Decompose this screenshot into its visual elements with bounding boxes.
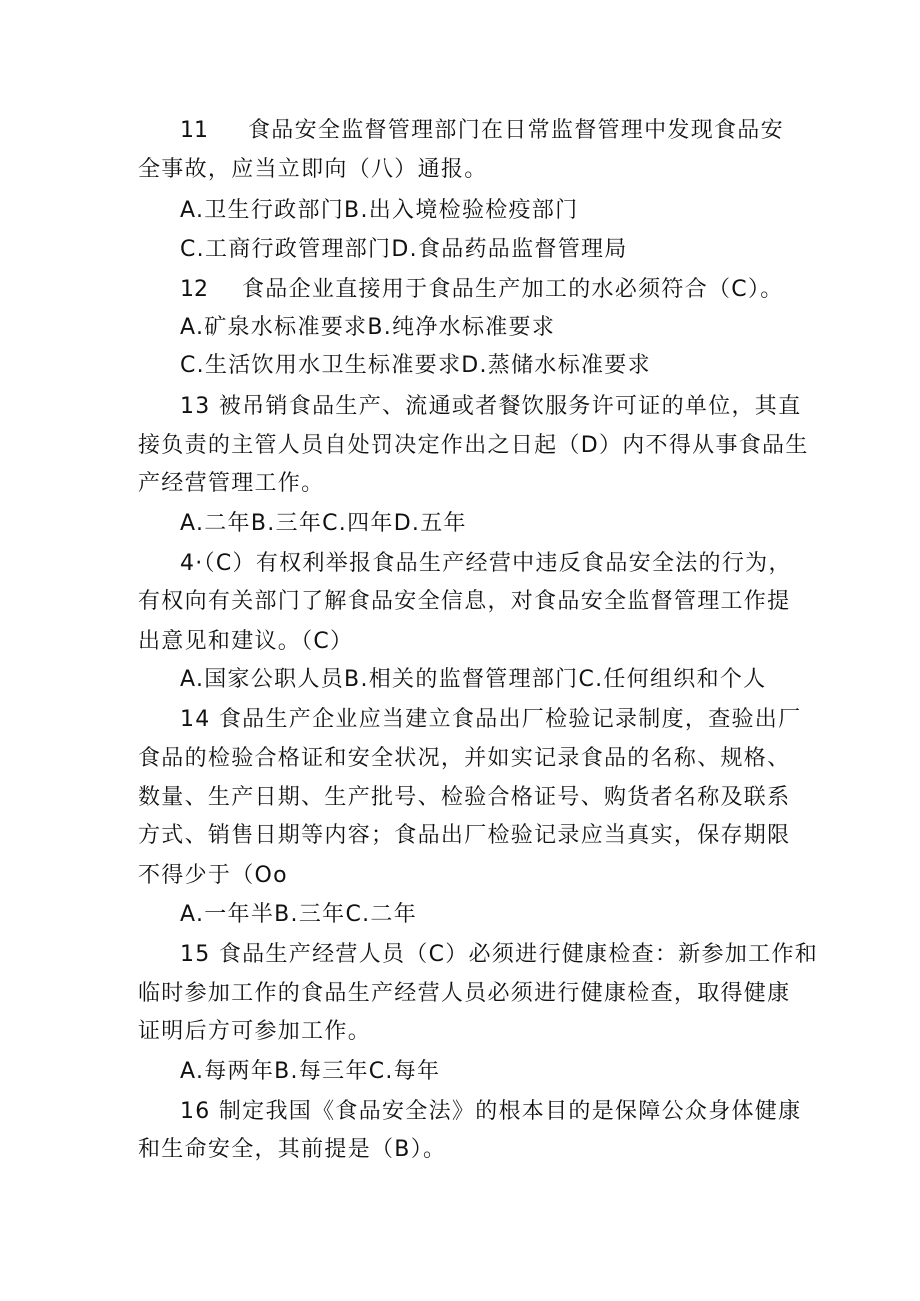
question-15-stem-line-3: 证明后方可参加工作。: [138, 1019, 372, 1044]
question-16-stem-line-2: 和生命安全，其前提是（B）。: [138, 1137, 447, 1162]
question-13-stem-line-1: 13 被吊销食品生产、流通或者餐饮服务许可证的单位，其直: [180, 394, 802, 419]
question-14-stem-line-1: 14 食品生产企业应当建立食品出厂检验记录制度，查验出厂: [180, 707, 802, 732]
question-11-stem-text: 食品安全监督管理部门在日常监督管理中发现食品安: [248, 118, 784, 143]
question-11-number: 11: [180, 118, 208, 143]
question-4-stem-line-2: 有权向有关部门了解食品安全信息，对食品安全监督管理工作提: [138, 589, 791, 614]
question-12-stem-text: 食品企业直接用于食品生产加工的水必须符合（C）。: [242, 277, 784, 302]
question-14-stem-line-4: 方式、销售日期等内容；食品出厂检验记录应当真实，保存期限: [138, 823, 791, 848]
question-11-options-line-2: C.工商行政管理部门D.食品药品监督管理局: [180, 237, 628, 262]
question-12-options-line-1: A.矿泉水标准要求B.纯净水标准要求: [180, 315, 556, 340]
question-15-stem-line-1: 15 食品生产经营人员（C）必须进行健康检查：新参加工作和: [180, 942, 819, 967]
question-13-options-line-1: A.二年B.三年C.四年D.五年: [180, 511, 467, 536]
question-11-stem-line-1: [180, 111, 800, 151]
question-13-stem-line-3: 产经营管理工作。: [138, 471, 325, 496]
question-14-stem-line-5: 不得少于（Oo: [138, 863, 288, 888]
question-16-stem-line-1: 16 制定我国《食品安全法》的根本目的是保障公众身体健康: [180, 1099, 802, 1124]
question-15-stem-line-2: 临时参加工作的食品生产经营人员必须进行健康检查，取得健康: [138, 981, 791, 1006]
question-14-stem-line-2: 食品的检验合格证和安全状况，并如实记录食品的名称、规格、: [138, 746, 791, 771]
question-4-stem-line-1: 4·（C）有权利举报食品生产经营中违反食品安全法的行为，: [180, 551, 792, 576]
question-14-stem-line-3: 数量、生产日期、生产批号、检验合格证号、购货者名称及联系: [138, 785, 791, 810]
question-14-options-line-1: A.一年半B.三年C.二年: [180, 902, 417, 927]
question-4-options-line-1: A.国家公职人员B.相关的监督管理部门C.任何组织和个人: [180, 667, 767, 692]
question-12-stem-line-1: [180, 270, 800, 310]
question-4-stem-line-3: 出意见和建议。（C）: [138, 629, 354, 654]
question-15-options-line-1: A.每两年B.每三年C.每年: [180, 1059, 441, 1084]
question-12-number: 12: [180, 277, 208, 302]
question-13-stem-line-2: 接负责的主管人员自处罚决定作出之日起（D）内不得从事食品生: [138, 433, 809, 458]
question-11-options-line-1: A.卫生行政部门B.出入境检验检疫部门: [180, 198, 579, 223]
question-11-stem-line-2: 全事故，应当立即向（八）通报。: [138, 157, 488, 182]
question-12-options-line-2: C.生活饮用水卫生标准要求D.蒸储水标准要求: [180, 353, 651, 378]
